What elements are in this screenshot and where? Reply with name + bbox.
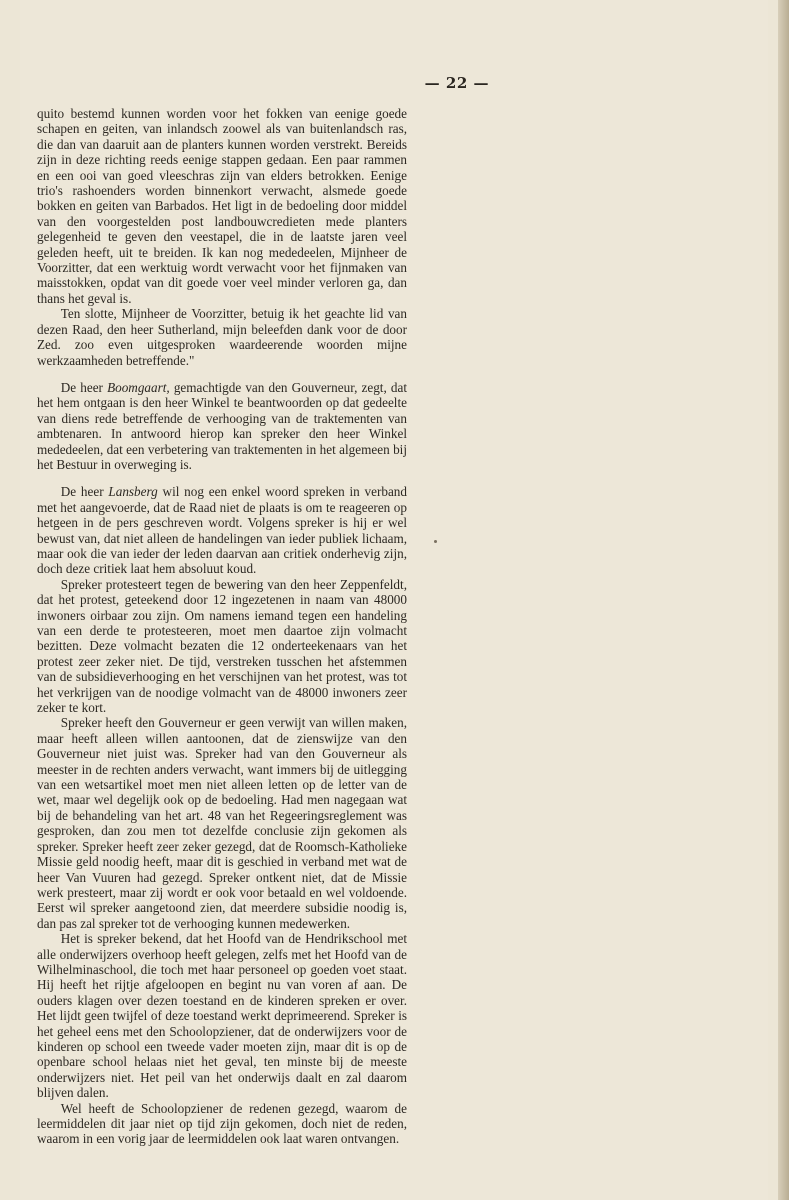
- paragraph: [37, 931, 407, 1100]
- paragraph: [37, 380, 407, 472]
- speaker-name: Boomgaart,: [107, 379, 170, 395]
- paragraph-text: Ten slotte, Mijnheer de Voorzitter, betuig ik het geachte lid van dezen Raad, den heer Sutherland, mijn beleefden dank voor de door Zed. zoo even uitgesproken waardeerende woorden mijne werkzaamheden betreffende.": [37, 306, 407, 368]
- paragraph-text: quito bestemd kunnen worden voor het fokken van eenige goede schapen en geiten, van inlandsch zoowel als van buitenlandsch ras, die dan van daaruit aan de planters kunnen worden verstrekt. Bereids zijn in deze richting reeds eenige stappen gedaan. Een paar rammen en een ooi van goed vleeschras zijn van elders betrokken. Eenige trio's rashoenders worden binnenkort verwacht, alsmede goede bokken en geiten van Barbados. Het ligt in de bedoeling door middel van den voorgestelden post landbouwcredieten mede planters gelegenheid te geven den veestapel, die in de laatste jaren veel geleden heeft, uit te breiden. Ik kan nog mededeelen, Mijnheer de Voorzitter, dat een werktuig wordt verwacht voor het fijnmaken van maisstokken, opdat van dit goede voer veel minder verloren ga, dan thans het geval is.: [37, 106, 407, 306]
- speaker-name: Lansberg: [108, 484, 158, 500]
- paragraph: [37, 577, 407, 716]
- scan-speck: [434, 540, 437, 543]
- paragraph: [37, 484, 407, 576]
- paragraph-lead: De heer: [60, 379, 108, 395]
- paragraph-text: Spreker heeft den Gouverneur er geen verwijt van willen maken, maar heeft alleen willen aantoonen, dat de zienswijze van den Gouverneur niet juist was. Spreker had van den Gouverneur als meester in de rechten anders verwacht, want immers bij de uitlegging van een wetsartikel moet men niet alleen letten op de letter van de wet, maar wel degelijk ook op de bedoeling. Had men nagegaan wat bij de behandeling van het art. 48 van het Regeeringsreglement was gesproken, dan zou men tot dezelfde conclusie zijn gekomen als spreker. Spreker heeft zeer zeker gezegd, dat de Roomsch-Katholieke Missie geld noodig heeft, maar dit is geschied in verband met wat de heer Van Vuuren had gezegd. Spreker ontkent niet, dat de Missie werk presteert, maar zij wordt er ook voor betaald en wel voldoende. Eerst wil spreker aangetoond zien, dat meerdere subsidie noodig is, dan pas zal spreker tot de verhooging kunnen medewerken.: [37, 715, 407, 931]
- paragraph: [37, 106, 407, 306]
- paragraph: [37, 1101, 407, 1147]
- paragraph: [37, 715, 407, 931]
- body-text: [37, 106, 407, 1147]
- paragraph-text: Wel heeft de Schoolopziener de redenen gezegd, waarom de leermiddelen dit jaar niet op tijd zijn gekomen, doch niet de reden, waarom in een vorig jaar de leermiddelen ook laat waren ontvangen.: [37, 1100, 407, 1147]
- paragraph-lead: De heer: [60, 484, 109, 500]
- paragraph-text: gemachtigde van den Gouverneur, zegt, dat het hem ontgaan is den heer Winkel te beantwoorden op dat gedeelte van diens rede betreffende de verhooging van de traktementen van ambtenaren. In antwoord hierop kan spreker den heer Winkel mededeelen, dat een verbetering van traktementen in het algemeen bij het Bestuur in overweging is.: [37, 379, 407, 472]
- scan-edge-shadow: [778, 0, 789, 1200]
- paragraph: [37, 306, 407, 368]
- paragraph-text: Spreker protesteert tegen de bewering van den heer Zeppenfeldt, dat het protest, geteekend door 12 ingezetenen in naam van 48000 inwoners oirbaar zou zijn. Om namens iemand tegen een handeling van een derde te protesteeren, moet men daartoe zijn volmacht bezitten. Deze volmacht bezaten die 12 onderteekenaars van het protest zeer zeker niet. De tijd, verstreken tusschen het afstemmen van de subsidieverhooging en het verschijnen van het protest, was tot het verkrijgen van de noodige volmacht van de 48000 inwoners zeer zeker te kort.: [37, 576, 407, 716]
- page-number: — 22 —: [424, 74, 489, 92]
- paragraph-text: wil nog een enkel woord spreken in verband met het aangevoerde, dat de Raad niet de plaats is om te reageeren op hetgeen in de pers geschreven wordt. Volgens spreker is hij er wel bewust van, dat niet alleen de handelingen van ieder publiek lichaam, maar ook die van ieder der leden daarvan aan critiek onderhevig zijn, doch deze critiek laat hem absoluut koud.: [37, 484, 407, 577]
- paragraph-text: Het is spreker bekend, dat het Hoofd van de Hendrikschool met alle onderwijzers overhoop heeft gelegen, zelfs met het Hoofd van de Wilhelminaschool, die toch met haar personeel op goeden voet staat. Hij heeft het rijtje afgeloopen en begint nu van voren af aan. De ouders klagen over dezen toestand en de kinderen spreken er over. Het lijdt geen twijfel of deze toestand werkt deprimeerend. Spreker is het geheel eens met den Schoolopziener, dat de onderwijzers voor de kinderen op school een tweede vader moeten zijn, maar dit is op de openbare school helaas niet het geval, ten minste bij de meeste onderwijzers niet. Het peil van het onderwijs daalt en zal daarom blijven dalen.: [37, 931, 407, 1101]
- document-page: [20, 0, 768, 1200]
